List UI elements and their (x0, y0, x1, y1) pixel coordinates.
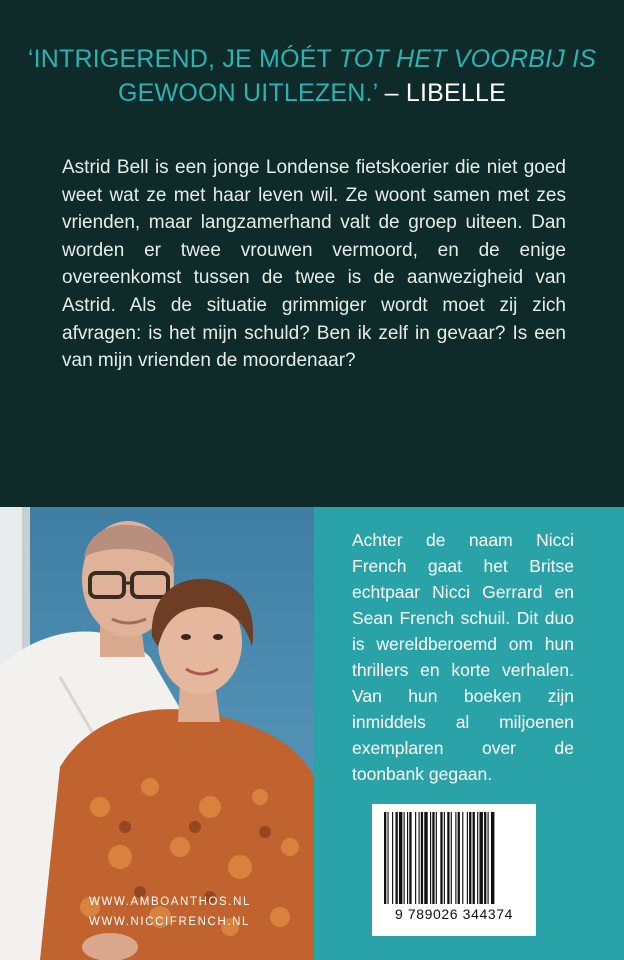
isbn-barcode (372, 804, 536, 936)
quote-line-2-text: GEWOON UITLEZEN.’ (118, 79, 378, 107)
barcode-bar (467, 812, 468, 904)
author-bio-panel (314, 507, 624, 960)
review-quote (0, 42, 624, 110)
barcode-bar (440, 812, 442, 904)
quote-line-1-text: ‘INTRIGEREND, JE MÓÉT (27, 45, 339, 73)
barcode-bar (491, 812, 494, 904)
barcode-bars (382, 812, 526, 906)
back-cover-bottom (0, 507, 624, 960)
author-bio: Achter de naam Nicci French gaat het Britse echtpaar Nicci Gerrard en Sean French schuil. Dit duo is wereldberoemd om hun thrillers en korte verhalen. Van hun boeken zijn inmiddels al miljoenen exemplaren over de toonbank gegaan. (352, 530, 574, 784)
barcode-bar (432, 812, 434, 904)
barcode-bar (384, 812, 386, 904)
barcode-bar (396, 812, 398, 904)
barcode-bar (462, 812, 463, 904)
barcode-bar (484, 812, 486, 904)
website-amboanthos[interactable]: WWW.AMBOANTHOS.NL (89, 896, 252, 908)
quote-source: – LIBELLE (377, 79, 506, 107)
quote-book-title: TOT HET VOORBIJ IS (338, 45, 597, 73)
barcode-bar (447, 812, 449, 904)
barcode-bar (469, 812, 471, 904)
barcode-bar (451, 812, 452, 904)
barcode-bar (430, 812, 431, 904)
barcode-bar (419, 812, 420, 904)
barcode-bar (488, 812, 489, 904)
author-photo (0, 507, 314, 960)
quote-line-1 (0, 42, 624, 76)
barcode-bar (399, 812, 402, 904)
barcode-bar (473, 812, 475, 904)
barcode-bar (407, 812, 408, 904)
barcode-bar (458, 812, 460, 904)
book-blurb: Astrid Bell is een jonge Londense fietskoerier die niet goed weet wat ze met haar leven wil. Ze woont samen met zes vrienden, maar langzamerhand valt de groep uiteen. Dan worden er twee vrouwen vermoord, en de enige overeenkomst tussen de twee is de aanwezigheid van Astrid. Als de situatie grimmiger wordt moet zij zich afvragen: is het mijn schuld? Ben ik zelf in gevaar? Is een van mijn vrienden de moordenaar? (62, 157, 566, 372)
barcode-bar (444, 812, 445, 904)
barcode-bar (424, 812, 427, 904)
isbn-number: 9 789026 344374 (395, 906, 513, 922)
author-photo-illustration (0, 507, 314, 960)
quote-line-2 (0, 76, 624, 110)
barcode-bar (387, 812, 388, 904)
barcode-bar (479, 812, 482, 904)
barcode-bar (404, 812, 405, 904)
barcode-bar (415, 812, 416, 904)
barcode-bar (477, 812, 478, 904)
barcode-bar (436, 812, 437, 904)
website-niccifrench[interactable]: WWW.NICCIFRENCH.NL (89, 916, 251, 928)
barcode-bar (421, 812, 423, 904)
barcode-bar (392, 812, 393, 904)
barcode-bar (409, 812, 411, 904)
barcode-bar (455, 812, 456, 904)
